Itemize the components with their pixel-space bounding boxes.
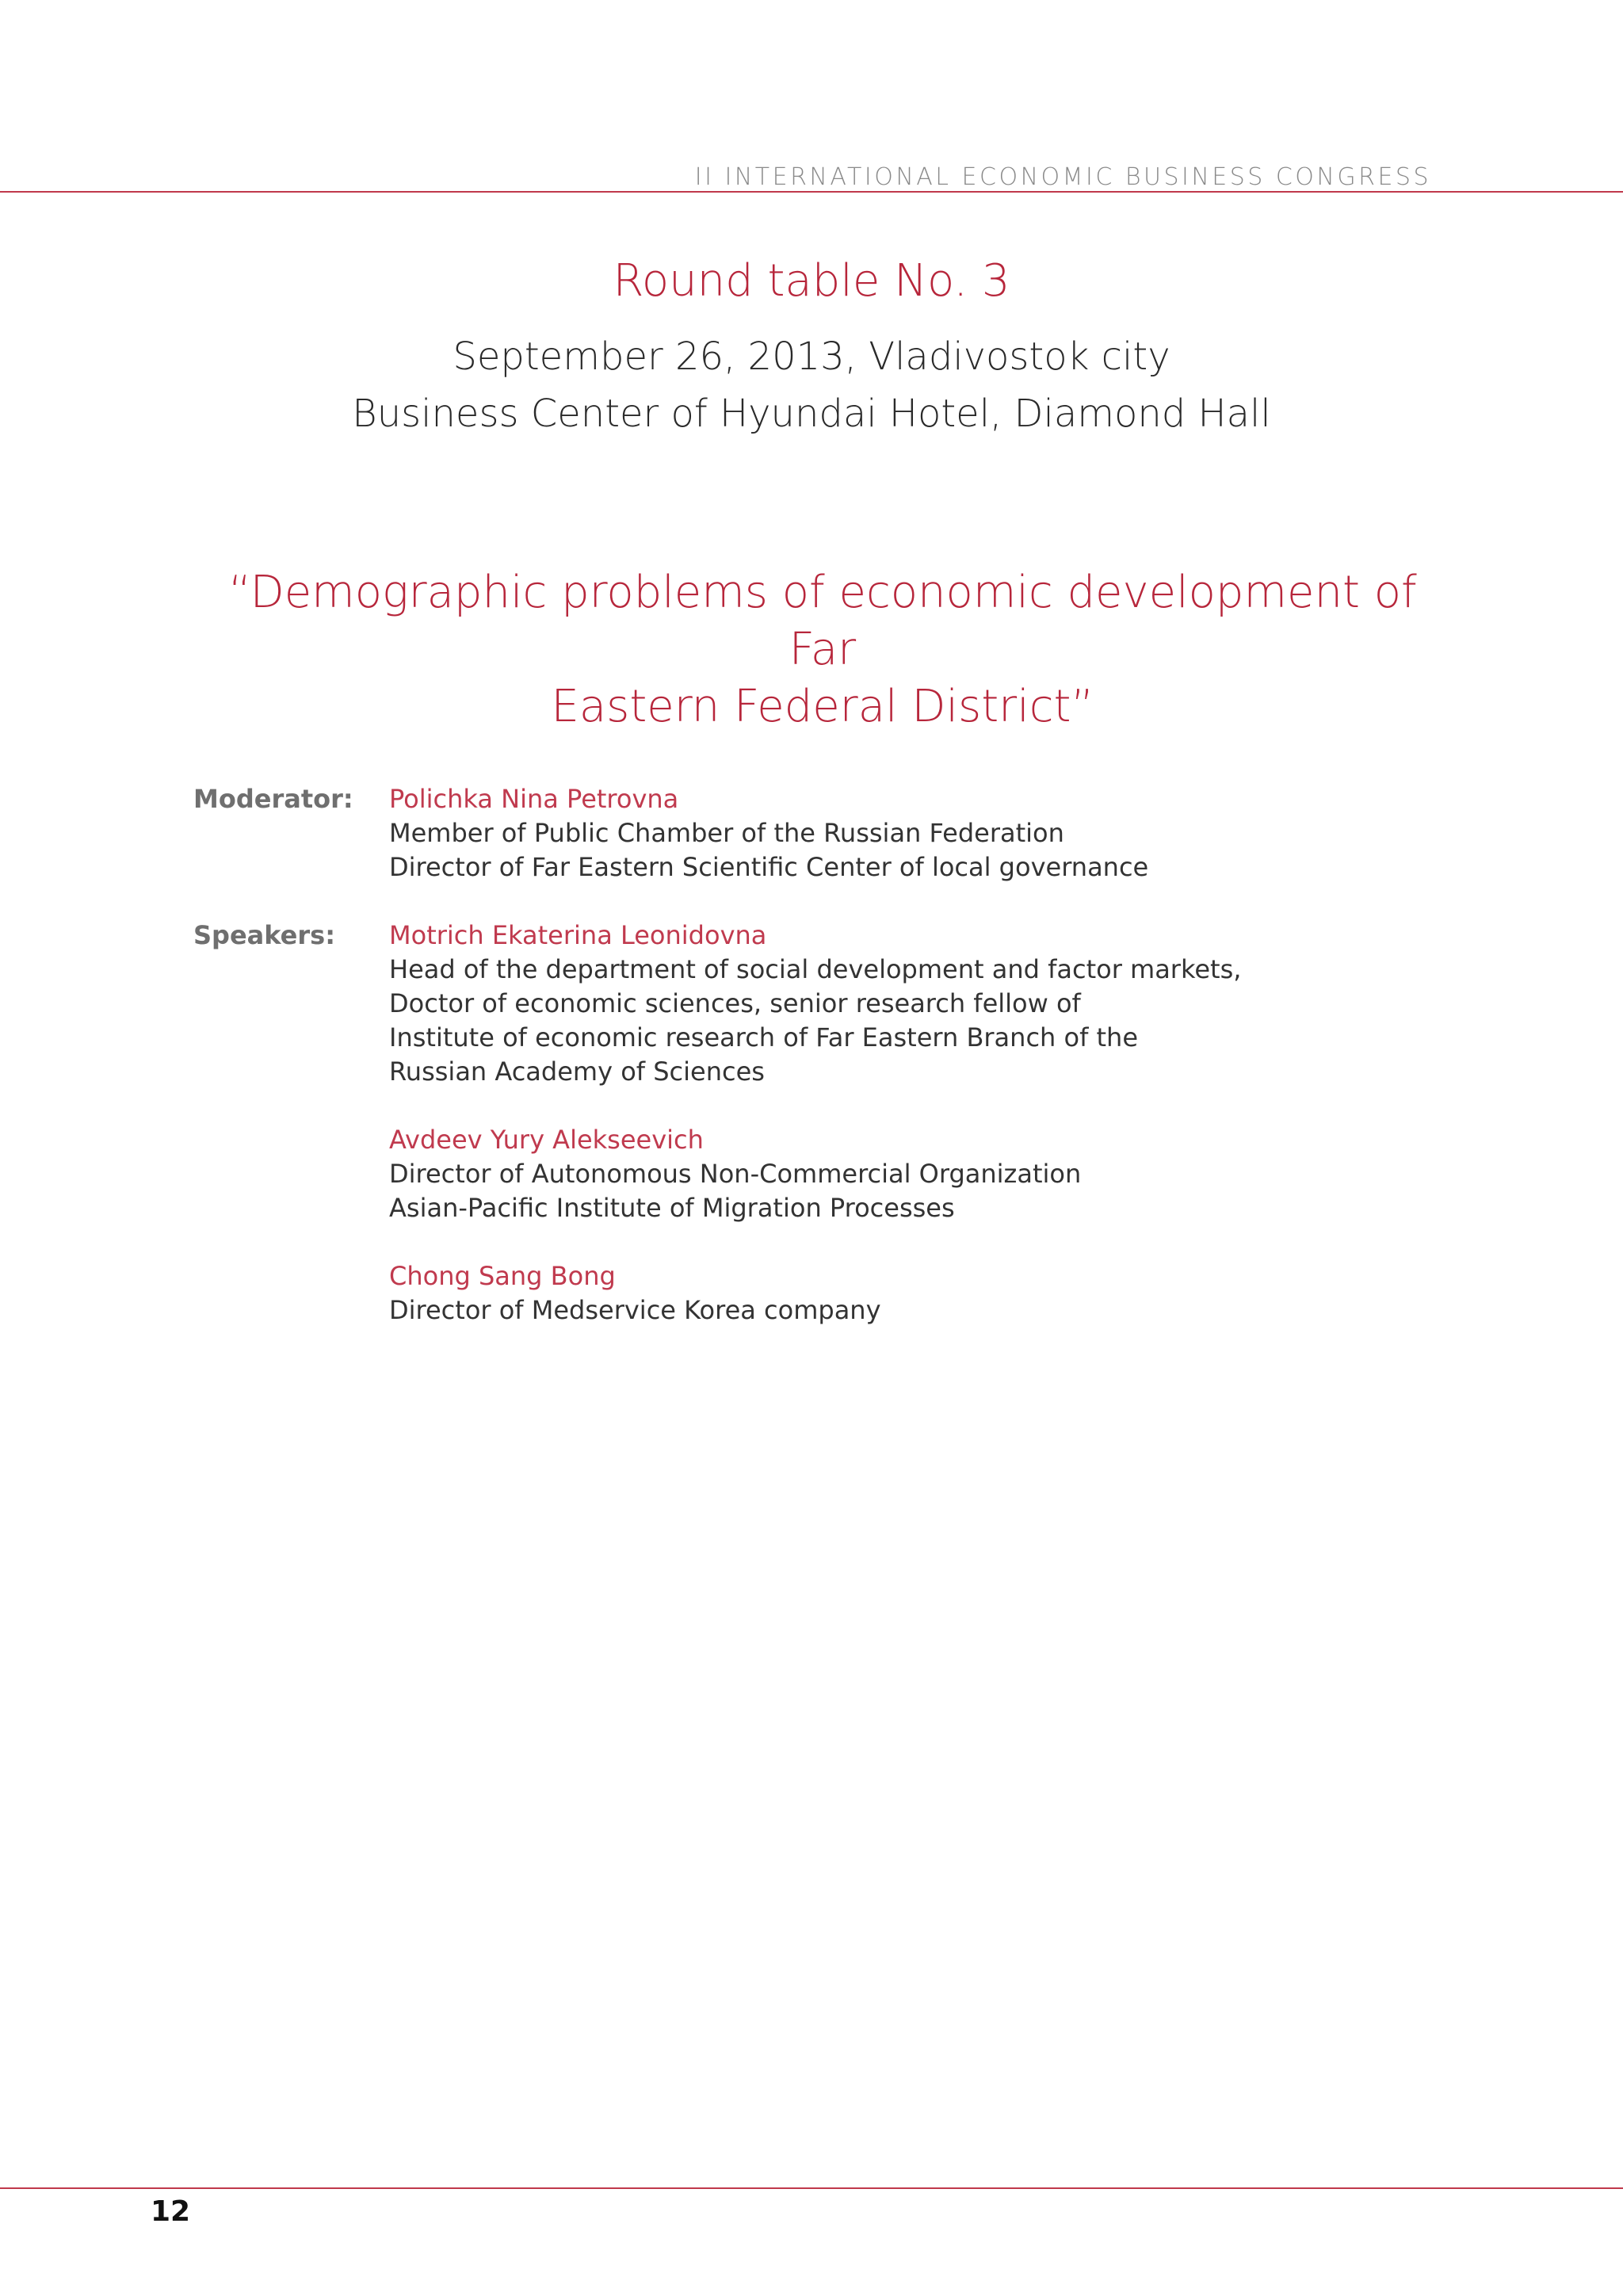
page-number: 12: [151, 2195, 191, 2228]
speaker-line: Institute of economic research of Far Eastern Branch of the: [389, 1022, 1139, 1052]
header-rule: [0, 191, 1623, 193]
moderator-block: [389, 782, 1499, 884]
moderator-line: Director of Far Eastern Scientific Center of local governance: [389, 852, 1149, 882]
speaker-line: Director of Autonomous Non-Commercial Organization: [389, 1159, 1082, 1189]
session-date: September 26, 2013, Vladivostok city: [453, 334, 1170, 379]
footer-rule: [0, 2187, 1623, 2189]
moderator-name: Polichka Nina Petrovna: [389, 784, 679, 814]
topic-line-1: “Demographic problems of economic development of Far: [228, 567, 1417, 675]
speaker-line: Doctor of economic sciences, senior research fellow of: [389, 988, 1081, 1018]
speaker-block: [389, 919, 1499, 1089]
session-topic: [204, 564, 1441, 735]
speaker-line: Head of the department of social development and factor markets,: [389, 954, 1242, 984]
speaker-line: Russian Academy of Sciences: [389, 1056, 765, 1087]
speaker-name: Motrich Ekaterina Leonidovna: [389, 920, 767, 950]
speaker-block: [389, 1259, 1499, 1328]
running-header: II INTERNATIONAL ECONOMIC BUSINESS CONGRESS: [694, 163, 1431, 191]
speaker-line: Asian-Pacific Institute of Migration Processes: [389, 1193, 955, 1223]
moderator-line: Member of Public Chamber of the Russian Federation: [389, 818, 1064, 848]
speaker-name: Avdeev Yury Alekseevich: [389, 1125, 704, 1155]
session-venue: Business Center of Hyundai Hotel, Diamond Hall: [352, 392, 1271, 436]
moderator-label: Moderator:: [193, 784, 353, 814]
speakers-label: Speakers:: [193, 920, 335, 950]
speaker-line: Director of Medservice Korea company: [389, 1295, 881, 1325]
speaker-name: Chong Sang Bong: [389, 1261, 616, 1291]
speaker-block: [389, 1123, 1499, 1225]
session-title: Round table No. 3: [613, 255, 1010, 307]
topic-line-2: Eastern Federal District”: [551, 681, 1094, 732]
